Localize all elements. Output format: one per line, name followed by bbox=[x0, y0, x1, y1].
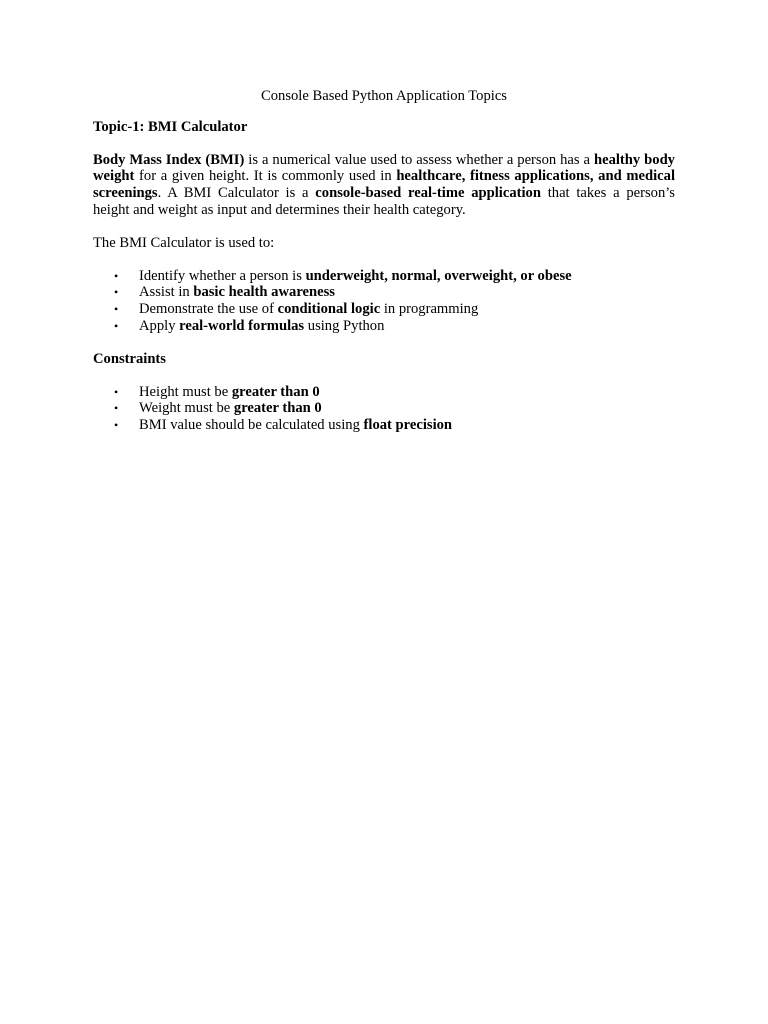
list-item-text: BMI value should be calculated using bbox=[139, 417, 364, 434]
list-item bbox=[93, 301, 675, 318]
list-item bbox=[93, 268, 675, 285]
list-item-bold: real-world formulas bbox=[179, 317, 305, 334]
list-item-bold: greater than 0 bbox=[233, 400, 322, 417]
list-item-text: Apply bbox=[139, 317, 180, 334]
bullet-icon: • bbox=[114, 268, 119, 283]
bmi-description-paragraph bbox=[93, 152, 675, 219]
list-item-bold: conditional logic bbox=[277, 301, 381, 318]
paragraph-run: that takes a person’s height and weight as input and determines their health category. bbox=[93, 185, 675, 218]
bullet-icon: • bbox=[114, 302, 119, 317]
topic-heading: Topic-1: BMI Calculator bbox=[93, 118, 248, 135]
uses-intro: The BMI Calculator is used to: bbox=[93, 234, 275, 251]
paragraph-run: . A BMI Calculator is a bbox=[157, 185, 316, 202]
list-item-text: Identify whether a person is bbox=[139, 267, 306, 284]
bullet-icon: • bbox=[114, 318, 119, 333]
paragraph-run: healthy body weight bbox=[93, 151, 675, 185]
list-item-text: Weight must be bbox=[139, 400, 234, 417]
paragraph-run: for a given height. It is commonly used in bbox=[134, 168, 397, 185]
document-title: Console Based Python Application Topics bbox=[261, 88, 507, 104]
paragraph-run: healthcare, fitness applications, and medical screenings bbox=[93, 168, 675, 202]
list-item bbox=[93, 384, 675, 401]
list-item-bold: basic health awareness bbox=[193, 284, 335, 301]
bullet-icon: • bbox=[114, 384, 119, 399]
list-item-text: Assist in bbox=[139, 284, 194, 301]
bullet-icon: • bbox=[114, 285, 119, 300]
list-item-text: in programming bbox=[380, 301, 479, 318]
bullet-icon: • bbox=[114, 401, 119, 416]
paragraph-run: Body Mass Index (BMI) bbox=[93, 151, 245, 168]
uses-list bbox=[93, 268, 675, 335]
list-item-bold: underweight, normal, overweight, or obese bbox=[305, 267, 572, 284]
bullet-icon: • bbox=[114, 418, 119, 433]
list-item-text: Demonstrate the use of bbox=[139, 301, 278, 318]
list-item bbox=[93, 318, 675, 335]
list-item bbox=[93, 284, 675, 301]
list-item-text: Height must be bbox=[139, 383, 232, 400]
paragraph-run: is a numerical value used to assess whether a person has a bbox=[244, 151, 594, 168]
list-item bbox=[93, 400, 675, 417]
list-item-bold: float precision bbox=[363, 417, 453, 434]
document-page bbox=[93, 88, 675, 434]
list-item-bold: greater than 0 bbox=[231, 383, 320, 400]
constraints-list bbox=[93, 384, 675, 434]
list-item bbox=[93, 417, 675, 434]
constraints-heading: Constraints bbox=[93, 350, 166, 367]
list-item-text: using Python bbox=[304, 317, 385, 334]
paragraph-run: console-based real-time application bbox=[315, 185, 541, 202]
